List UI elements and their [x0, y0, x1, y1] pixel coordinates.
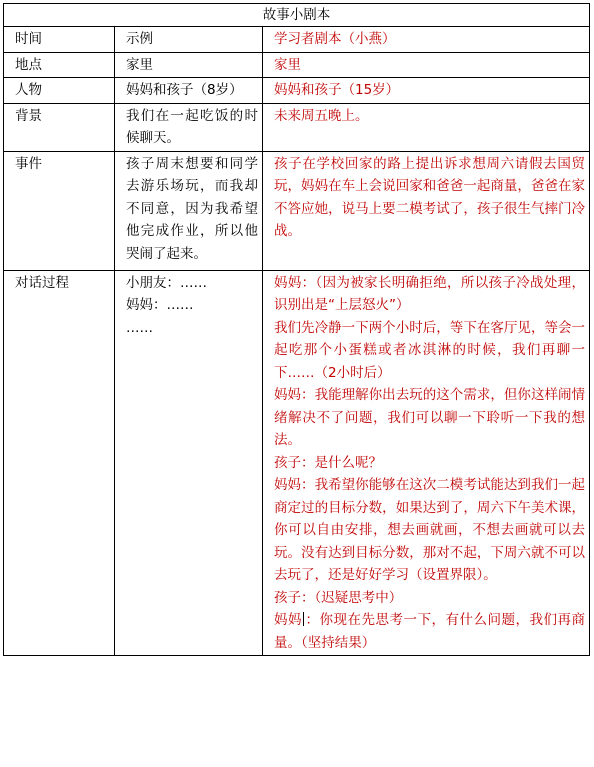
- row-label: 背景: [4, 103, 115, 151]
- row-label: 人物: [4, 78, 115, 104]
- row-event: [4, 151, 590, 270]
- row-dialogue: [4, 270, 590, 656]
- text-cursor: [303, 612, 304, 626]
- row-background: [4, 103, 590, 151]
- example-cell: 家里: [115, 52, 263, 78]
- script-cell: 孩子在学校回家的路上提出诉求想周六请假去国贸玩，妈妈在车上会说回家和爸爸一起商量，爸爸在家不答应她，说马上要二模考试了，孩子很生气摔门冷战。: [263, 151, 590, 270]
- dialogue-paragraph: 妈妈：我能理解你出去玩的这个需求，但你这样闹情绪解决不了问题，我们可以聊一下聆听一下我的想法。: [274, 387, 586, 448]
- speaker-label: 妈妈: [274, 612, 303, 628]
- dialogue-paragraph: 妈妈：（因为被家长明确拒绝，所以孩子冷战处理，识别出是“上层怒火”）: [274, 274, 586, 313]
- example-cell: 孩子周末想要和同学去游乐场玩，而我却不同意，因为我希望他完成作业，所以他哭闹了起来。: [115, 151, 263, 270]
- dialogue-paragraph-last: [274, 609, 585, 654]
- example-line: 妈妈：……: [126, 297, 194, 313]
- title-row: [4, 4, 590, 27]
- example-cell: 妈妈和孩子（8岁）: [115, 78, 263, 104]
- header-example: 示例: [115, 27, 263, 53]
- example-cell: 我们在一起吃饭的时候聊天。: [115, 103, 263, 151]
- row-label: 对话过程: [4, 270, 115, 656]
- script-cell: 未来周五晚上。: [263, 103, 590, 151]
- dialogue-paragraph: 妈妈：我希望你能够在这次二模考试能达到我们一起商定过的目标分数，如果达到了，周六下午美术课，你可以自由安排，想去画就画，不想去画就可以去玩。没有达到目标分数，那对不起，下周六就不可以去玩了，还是好好学习（设置界限）。: [274, 477, 586, 583]
- header-row: [4, 27, 590, 53]
- dialogue-text: ：你现在先思考一下，有什么问题，我们再商量。（坚持结果）: [274, 612, 586, 651]
- example-cell: [115, 270, 263, 656]
- story-script-table: [3, 3, 590, 656]
- row-place: [4, 52, 590, 78]
- table-title: 故事小剧本: [4, 4, 590, 27]
- header-learner-script: 学习者剧本（小燕）: [263, 27, 590, 53]
- script-cell: 家里: [263, 52, 590, 78]
- header-label-time: 时间: [4, 27, 115, 53]
- row-label: 地点: [4, 52, 115, 78]
- script-cell: [263, 270, 590, 656]
- row-label: 事件: [4, 151, 115, 270]
- dialogue-paragraph: 孩子：是什么呢？: [274, 454, 382, 471]
- row-characters: [4, 78, 590, 104]
- example-line: ……: [126, 319, 153, 336]
- example-line: 小朋友：……: [126, 274, 207, 291]
- script-cell: 妈妈和孩子（15岁）: [263, 78, 590, 104]
- dialogue-paragraph: 我们先冷静一下两个小时后，等下在客厅见，等会一起吃那个小蛋糕或者冰淇淋的时候，我们再聊一下……（2小时后）: [274, 319, 586, 381]
- dialogue-paragraph: 孩子：（迟疑思考中）: [274, 589, 403, 606]
